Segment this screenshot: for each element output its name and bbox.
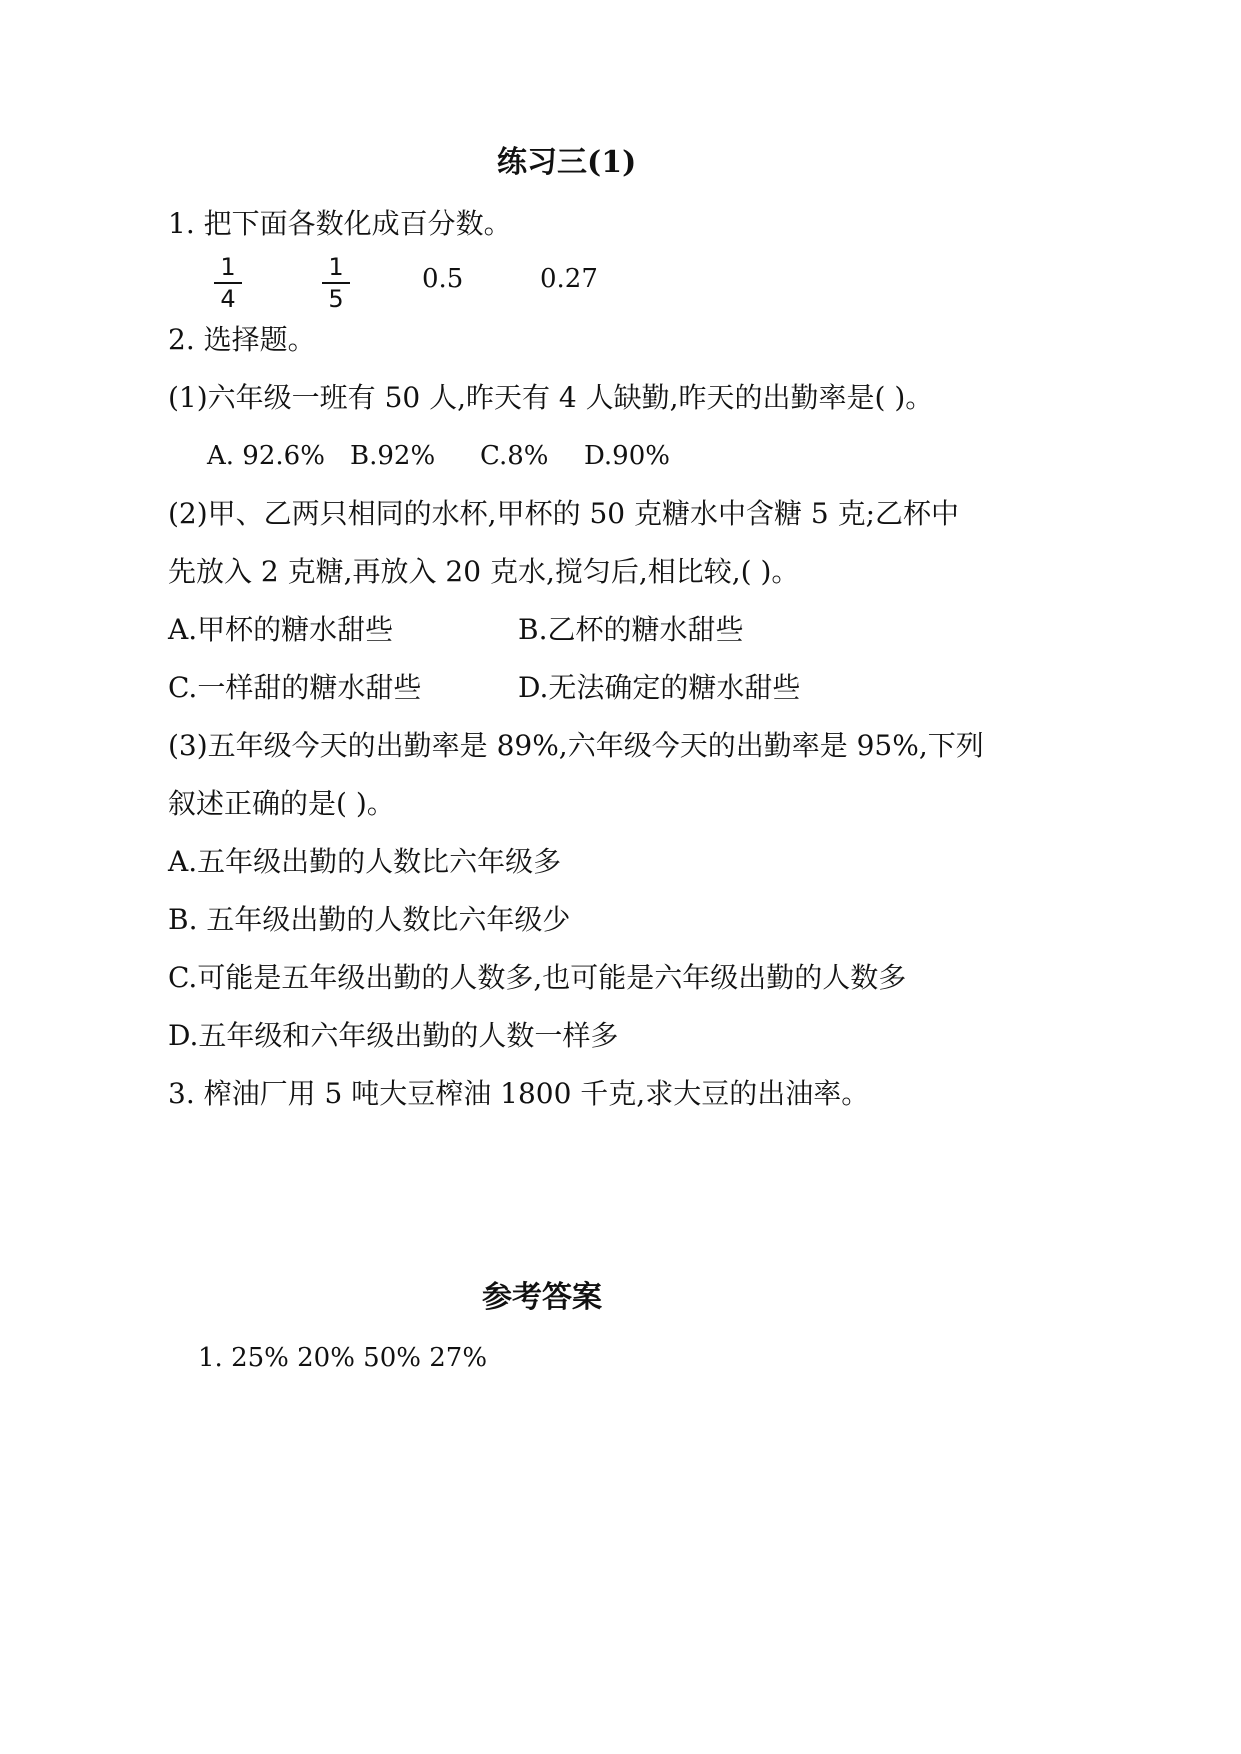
q2-part3-stem-line2: 叙述正确的是( )。 [168,787,395,820]
q2-part3-option-a: A.五年级出勤的人数比六年级多 [168,845,562,878]
answer-1: 1. 25% 20% 50% 27% [198,1343,488,1373]
q2-part2-stem-line1: (2)甲、乙两只相同的水杯,甲杯的 50 克糖水中含糖 5 克;乙杯中 [168,497,960,530]
decimal-value: 0.5 [422,264,464,294]
q2-part1-option-b: B.92% [350,441,436,471]
answers-title: 参考答案 [482,1280,602,1315]
q2-part2-option-b: B.乙杯的糖水甜些 [518,613,744,646]
q2-part1-option-c: C.8% [480,441,549,471]
fraction-one-fifth [322,254,350,312]
fraction-denominator: 4 [220,285,236,313]
q2-part3-stem-line1: (3)五年级今天的出勤率是 89%,六年级今天的出勤率是 95%,下列 [168,729,984,762]
fraction-bar [214,282,242,284]
q2-part3-option-d: D.五年级和六年级出勤的人数一样多 [168,1019,619,1052]
question-3-text: 3. 榨油厂用 5 吨大豆榨油 1800 千克,求大豆的出油率。 [168,1077,870,1110]
q2-part1-stem: (1)六年级一班有 50 人,昨天有 4 人缺勤,昨天的出勤率是( )。 [168,381,934,414]
question-2-text: 2. 选择题。 [168,323,316,356]
fraction-numerator: 1 [220,253,236,281]
q2-part3-option-b: B. 五年级出勤的人数比六年级少 [168,903,571,936]
q2-part2-option-a: A.甲杯的糖水甜些 [168,613,394,646]
q2-part3-option-c: C.可能是五年级出勤的人数多,也可能是六年级出勤的人数多 [168,961,907,994]
page-title: 练习三(1) [497,145,637,180]
q2-part2-option-c: C.一样甜的糖水甜些 [168,671,422,704]
q2-part2-stem-line2: 先放入 2 克糖,再放入 20 克水,搅匀后,相比较,( )。 [168,555,800,588]
fraction-denominator: 5 [328,285,344,313]
q2-part1-option-d: D.90% [584,441,670,471]
q2-part2-option-d: D.无法确定的糖水甜些 [518,671,801,704]
fraction-numerator: 1 [328,253,344,281]
fraction-bar [322,282,350,284]
fraction-one-quarter [214,254,242,312]
decimal-value: 0.27 [540,264,598,294]
worksheet-content [70,0,1170,1754]
q2-part1-option-a: A. 92.6% [207,441,325,471]
question-1-text: 1. 把下面各数化成百分数。 [168,207,512,240]
